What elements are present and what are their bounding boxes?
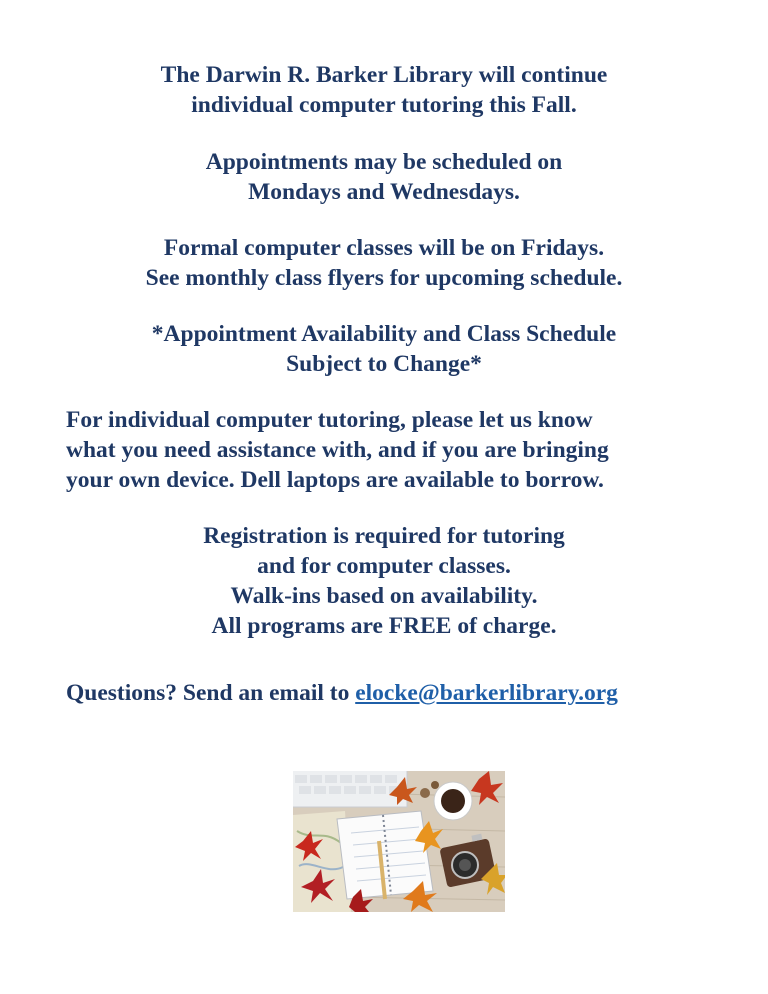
tutoring-info-paragraph [66,405,609,495]
contact-line [66,678,618,708]
tutoring-info-line: what you need assistance with, and if you are bringing [66,437,609,463]
intro-line: individual computer tutoring this Fall. [191,92,577,118]
notice-line: Subject to Change* [286,351,482,377]
appointments-line: Appointments may be scheduled on [205,149,563,175]
intro-line: The Darwin R. Barker Library will continue [160,62,608,88]
classes-paragraph [0,233,768,293]
classes-line: Formal computer classes will be on Fridays. [163,235,605,261]
registration-line: Walk-ins based on availability. [230,583,538,609]
registration-line: All programs are FREE of charge. [211,613,557,639]
registration-paragraph [0,521,768,641]
registration-line: and for computer classes. [257,553,511,579]
intro-paragraph [0,60,768,120]
notice-line: *Appointment Availability and Class Schedule [151,321,617,347]
schedule-notice [0,319,768,379]
appointments-paragraph [0,147,768,207]
classes-line: See monthly class flyers for upcoming schedule. [145,265,623,291]
email-link[interactable]: elocke@barkerlibrary.org [355,680,618,706]
autumn-desk-photo-icon [293,771,505,912]
tutoring-info-line: your own device. Dell laptops are available to borrow. [66,467,604,493]
contact-prefix: Questions? Send an email to [66,680,356,706]
appointments-line: Mondays and Wednesdays. [248,179,520,205]
registration-line: Registration is required for tutoring [203,523,565,549]
tutoring-info-line: For individual computer tutoring, please let us know [66,407,593,433]
